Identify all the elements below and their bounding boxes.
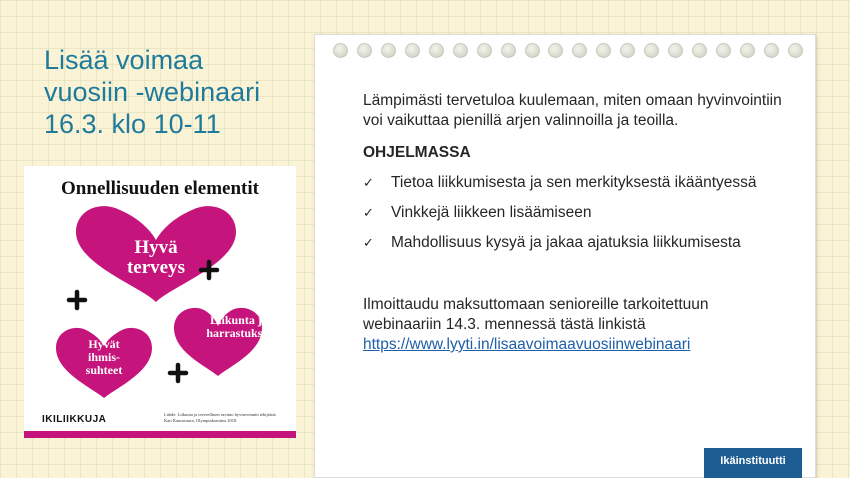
binder-hole-icon (692, 43, 707, 58)
ikainstituutti-badge: Ikäinstituutti (704, 448, 802, 478)
checkmark-icon: ✓ (363, 175, 374, 190)
binder-hole-icon (429, 43, 444, 58)
program-item: ✓ Vinkkejä liikkeen lisäämiseen (363, 204, 592, 221)
binder-hole-icon (740, 43, 755, 58)
heart-label-exercise: Liikunta ja harrastukset (206, 313, 272, 340)
binder-hole-icon (453, 43, 468, 58)
paper-content (363, 91, 783, 355)
binder-hole-icon (716, 43, 731, 58)
notebook-paper (314, 34, 816, 478)
signup-text: Ilmoittaudu maksuttomaan senioreille tarkoitettuun webinaariin 14.3. mennessä tästä linkistä (363, 296, 709, 333)
intro-text: Lämpimästi tervetuloa kuulemaan, miten omaan hyvinvointiin voi vaikuttaa pienillä arjen valinnoilla ja teoilla. (363, 92, 782, 129)
checkmark-icon: ✓ (363, 235, 374, 250)
checkmark-icon: ✓ (363, 205, 374, 220)
binder-hole-icon (596, 43, 611, 58)
title-line-3: 16.3. klo 10-11 (44, 109, 221, 139)
binder-hole-icon (764, 43, 779, 58)
heart-label-good-health: Hyvä terveys (126, 237, 186, 278)
heart-label-relationships: Hyvät ihmis- suhteet (85, 337, 123, 377)
binder-hole-icon (477, 43, 492, 58)
title-line-1: Lisää voimaa (44, 45, 204, 75)
plus-icon (170, 365, 186, 381)
image-source-caption: Lähde: Liikunta ja terveellinen ravinto hyvinvoinnin tekijöinä. Kati Kauravaara, Olympiakomitea 2018. (164, 412, 277, 423)
image-title: Onnellisuuden elementit (61, 178, 259, 199)
plus-icon (69, 292, 85, 308)
signup-link[interactable]: https://www.lyyti.in/lisaavoimaavuosiinwebinaari (363, 336, 691, 353)
binder-hole-icon (501, 43, 516, 58)
binder-hole-icon (333, 43, 348, 58)
binder-hole-icon (788, 43, 803, 58)
program-heading: OHJELMASSA (363, 144, 471, 161)
binder-hole-icon (548, 43, 563, 58)
program-list (363, 173, 783, 253)
binder-hole-icon (644, 43, 659, 58)
binder-hole-icon (381, 43, 396, 58)
binder-hole-icon (525, 43, 540, 58)
binder-hole-icon (405, 43, 420, 58)
binder-hole-icon (572, 43, 587, 58)
happiness-elements-image (24, 166, 296, 438)
program-item: ✓ Tietoa liikkumisesta ja sen merkityksestä ikääntyessä (363, 174, 757, 191)
hearts-graphic (24, 166, 296, 438)
binder-hole-icon (668, 43, 683, 58)
binder-holes (333, 43, 803, 59)
program-item: ✓ Mahdollisuus kysyä ja jakaa ajatuksia liikkumisesta (363, 234, 741, 251)
page-title (44, 44, 260, 140)
binder-hole-icon (620, 43, 635, 58)
ikiliikkuja-logo: IKILIIKKUJA (42, 414, 107, 425)
title-line-2: vuosiin -webinaari (44, 77, 261, 107)
binder-hole-icon (357, 43, 372, 58)
